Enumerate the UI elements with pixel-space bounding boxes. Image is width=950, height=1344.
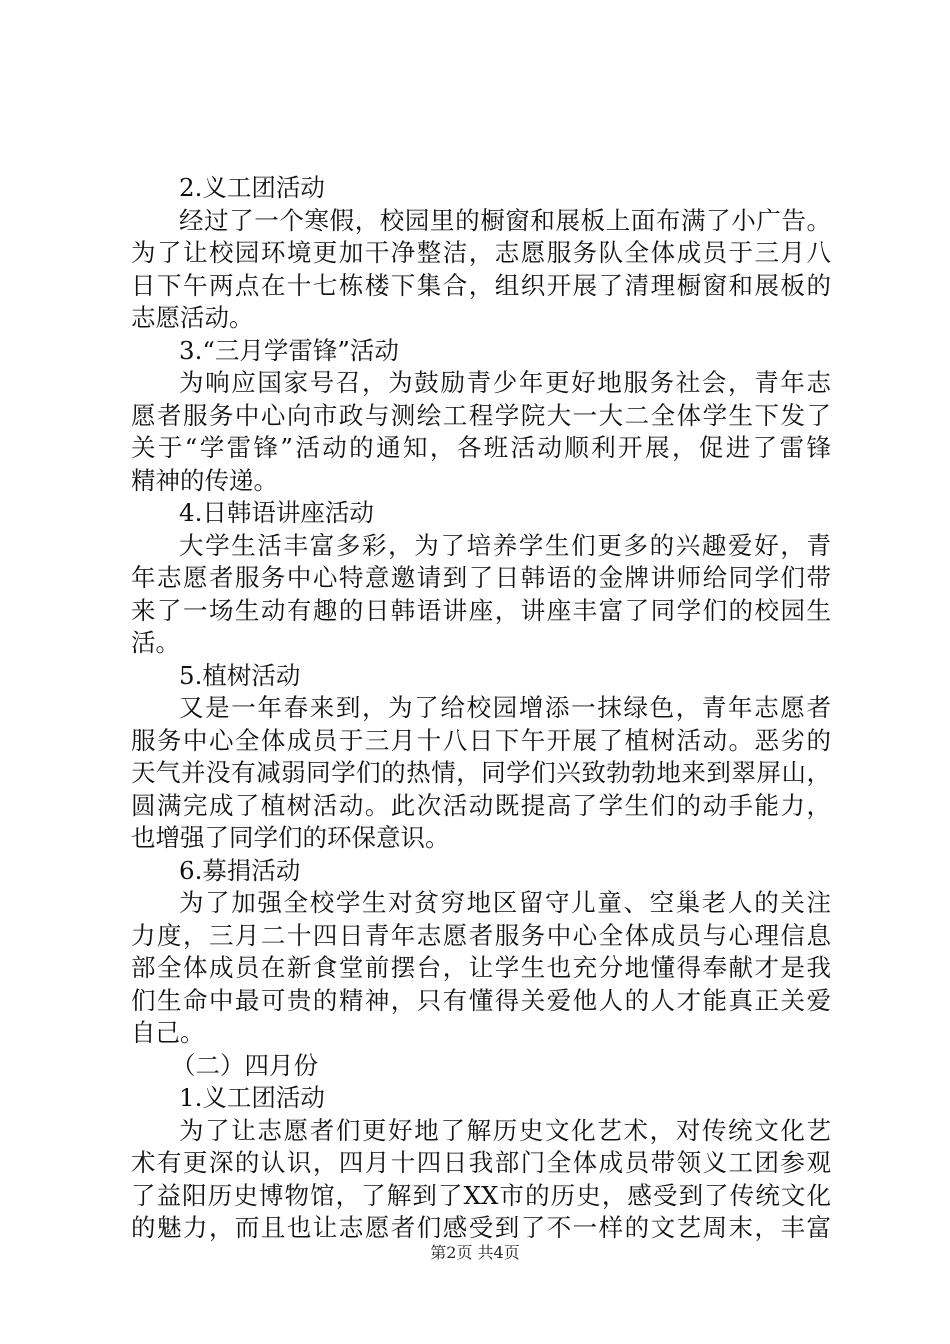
paragraph-line: 愿者服务中心向市政与测绘工程学院大一大二全体学生下发了 <box>131 400 831 430</box>
paragraph-line: 为响应国家号召，为鼓励青少年更好地服务社会，青年志 <box>179 368 831 397</box>
paragraph-line: 术有更深的认识，四月十四日我部门全体成员带领义工团参观 <box>131 1148 831 1177</box>
paragraph-line: 部全体成员在新食堂前摆台，让学生也充分地懂得奉献才是我 <box>131 953 831 982</box>
paragraph-line: 关于“学雷锋”活动的通知，各班活动顺利开展，促进了雷锋 <box>131 433 831 462</box>
paragraph-line: 精神的传递。 <box>131 465 278 495</box>
paragraph-line: 年志愿者服务中心特意邀请到了日韩语的金牌讲师给同学们带 <box>131 563 831 592</box>
page-footer: 第2页 共4页 <box>430 1243 520 1262</box>
section-heading: 2.义工团活动 <box>179 173 325 202</box>
paragraph-line: 活。 <box>131 628 180 657</box>
paragraph-line: 圆满完成了植树活动。此次活动既提高了学生们的动手能力， <box>131 790 831 820</box>
section-heading: 1.义工团活动 <box>179 1083 325 1112</box>
paragraph-line: 为了让校园环境更加干净整洁，志愿服务队全体成员于三月八 <box>131 238 831 267</box>
paragraph-line: 为了加强全校学生对贫穷地区留守儿童、空巢老人的关注 <box>179 888 831 917</box>
document-body <box>131 172 831 1245</box>
paragraph-line: 为了让志愿者们更好地了解历史文化艺术，对传统文化艺 <box>179 1115 831 1145</box>
section-heading: 5.植树活动 <box>179 660 301 690</box>
paragraph-line: 又是一年春来到，为了给校园增添一抹绿色，青年志愿者 <box>179 693 831 722</box>
paragraph-line: 了益阳历史博物馆，了解到了XX市的历史，感受到了传统文化 <box>131 1180 831 1210</box>
paragraph-line: 经过了一个寒假，校园里的橱窗和展板上面布满了小广告。 <box>179 205 831 235</box>
paragraph-line: 天气并没有减弱同学们的热情，同学们兴致勃勃地来到翠屏山， <box>131 758 831 787</box>
paragraph-line: 日下午两点在十七栋楼下集合，组织开展了清理橱窗和展板的 <box>131 270 831 300</box>
paragraph-line: 来了一场生动有趣的日韩语讲座，讲座丰富了同学们的校园生 <box>131 595 831 625</box>
paragraph-line: 们生命中最可贵的精神，只有懂得关爱他人的人才能真正关爱 <box>131 985 831 1015</box>
section-heading: 3.“三月学雷锋”活动 <box>179 335 399 365</box>
paragraph-line: 的魅力，而且也让志愿者们感受到了不一样的文艺周末，丰富 <box>131 1213 831 1242</box>
section-heading: 4.日韩语讲座活动 <box>179 498 374 527</box>
paragraph-line: 自己。 <box>131 1018 205 1047</box>
paragraph-line: 大学生活丰富多彩，为了培养学生们更多的兴趣爱好，青 <box>179 530 831 560</box>
paragraph-line: 志愿活动。 <box>131 303 254 332</box>
section-heading: 6.募捐活动 <box>179 855 301 885</box>
paragraph-line: 服务中心全体成员于三月十八日下午开展了植树活动。恶劣的 <box>131 725 831 755</box>
paragraph-line: 也增强了同学们的环保意识。 <box>131 823 450 852</box>
subsection-heading: （二）四月份 <box>171 1050 318 1080</box>
paragraph-line: 力度，三月二十四日青年志愿者服务中心全体成员与心理信息 <box>131 920 831 950</box>
